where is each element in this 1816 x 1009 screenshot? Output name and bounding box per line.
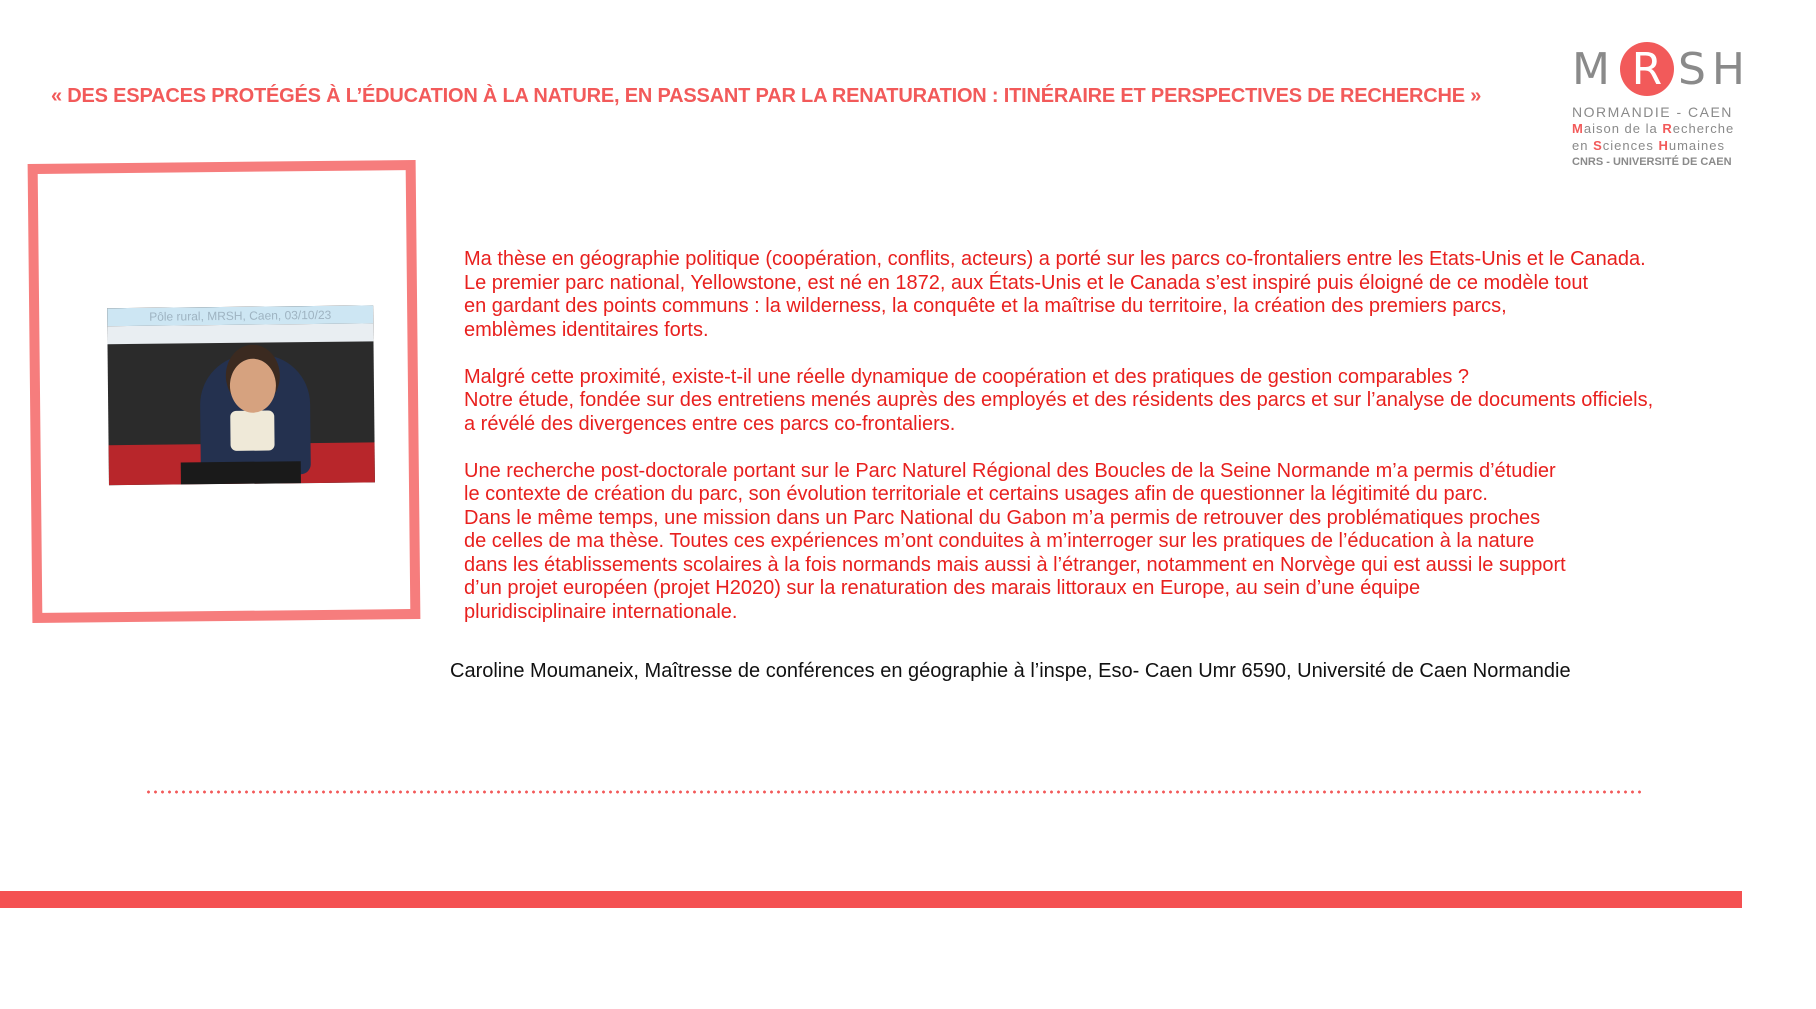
dotted-divider <box>145 790 1645 794</box>
logo-footer: CNRS - UNIVERSITÉ DE CAEN <box>1572 156 1732 168</box>
text-line: pluridisciplinaire internationale. <box>464 600 738 623</box>
logo-letters-sh: SH <box>1677 43 1751 95</box>
logo-r-circle: R <box>1620 42 1674 96</box>
text-line: Ma thèse en géographie politique (coopération, conflits, acteurs) a porté sur les parcs co-frontaliers entre les Etats-Unis et le Canada. <box>464 248 1646 270</box>
paragraph-3 <box>464 460 1804 625</box>
text-line: Le premier parc national, Yellowstone, est né en 1872, aux États-Unis et le Canada s’est inspiré puis éloigné de ce modèle tout <box>464 271 1589 294</box>
text-line: de celles de ma thèse. Toutes ces expériences m’ont conduites à m’interroger sur les pratiques de l’éducation à la nature <box>464 530 1535 552</box>
speaker-photo <box>107 305 375 485</box>
logo-subtitle: NORMANDIE - CAEN <box>1572 104 1733 120</box>
photo-desk <box>181 461 301 484</box>
page-title: « DES ESPACES PROTÉGÉS À L’ÉDUCATION À LA NATURE, EN PASSANT PAR LA RENATURATION : ITINÉRAIRE ET PERSPECTIVES DE RECHERCHE » <box>51 85 1482 107</box>
logo-line-1: Maison de la Recherche <box>1572 121 1735 136</box>
paragraph-2 <box>464 366 1804 437</box>
text-line: en gardant des points communs : la wilderness, la conquête et la maîtrise du territoire, la création des premiers parcs, <box>464 295 1507 317</box>
footer-red-bar <box>0 891 1742 908</box>
photo-screen <box>107 323 373 344</box>
text-line: a révélé des divergences entre ces parcs co-frontaliers. <box>464 412 956 435</box>
paragraph-1 <box>464 248 1804 342</box>
text-line: emblèmes identitaires forts. <box>464 318 709 341</box>
photo-caption: Pôle rural, MRSH, Caen, 03/10/23 <box>107 305 373 326</box>
photo-face <box>230 358 277 412</box>
logo-mark <box>1572 40 1764 98</box>
photo-scarf <box>230 410 274 450</box>
text-line: Notre étude, fondée sur des entretiens menés auprès des employés et des résidents des parcs et sur l’analyse de documents officiels, <box>464 389 1654 411</box>
author-credit: Caroline Moumaneix, Maîtresse de conférences en géographie à l’inspe, Eso- Caen Umr 6590, Université de Caen Normandie <box>450 660 1571 682</box>
text-line: d’un projet européen (projet H2020) sur la renaturation des marais littoraux en Europe, au sein d’une équipe <box>464 577 1421 599</box>
photo-frame <box>28 160 421 623</box>
logo-line-2: en Sciences Humaines <box>1572 138 1725 153</box>
text-line: dans les établissements scolaires à la fois normands mais aussi à l’étranger, notamment en Norvège qui est aussi le support <box>464 553 1566 576</box>
text-line: le contexte de création du parc, son évolution territoriale et certains usages afin de questionner la légitimité du parc. <box>464 483 1488 505</box>
body-text <box>464 248 1804 648</box>
text-line: Malgré cette proximité, existe-t-il une réelle dynamique de coopération et des pratiques de gestion comparables ? <box>464 365 1469 388</box>
mrsh-logo <box>1572 40 1764 168</box>
text-line: Dans le même temps, une mission dans un Parc National du Gabon m’a permis de retrouver des problématiques proches <box>464 506 1541 529</box>
logo-letter-m: M <box>1572 43 1616 95</box>
text-line: Une recherche post-doctorale portant sur le Parc Naturel Régional des Boucles de la Seine Normande m’a permis d’étudier <box>464 459 1556 482</box>
